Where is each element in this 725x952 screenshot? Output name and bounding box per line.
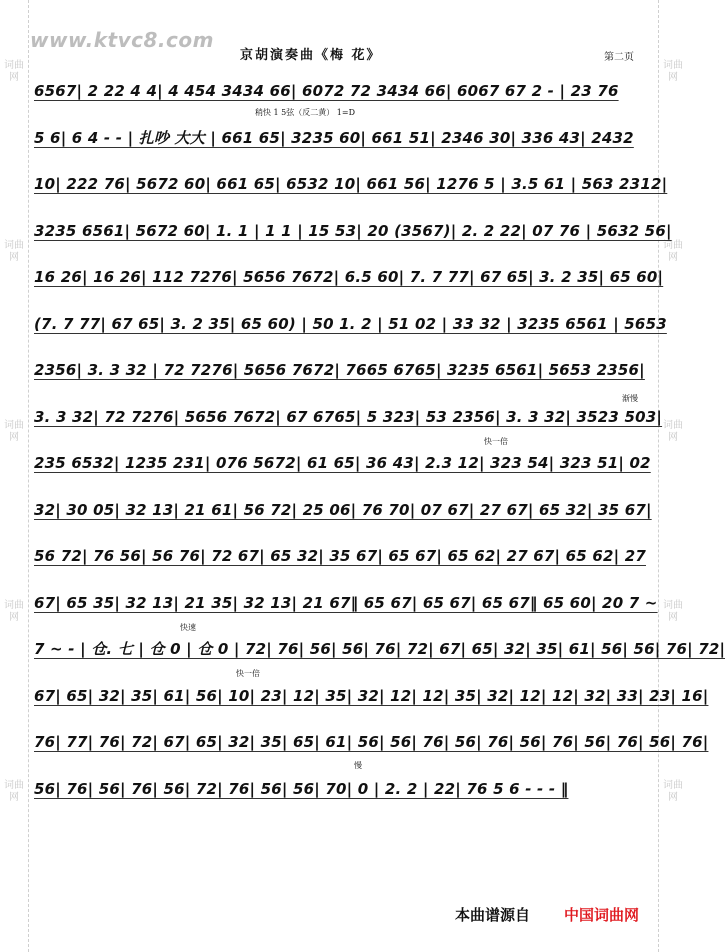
page-title: 京胡演奏曲《梅 花》 <box>240 48 382 63</box>
page-number: 第二页 <box>604 52 634 63</box>
side-watermark: 词曲网 <box>663 240 683 263</box>
score-line: 56| 76| 56| 76| 56| 72| 76| 56| 56| 70| 0 | 2. 2 | 22| 76 5 6 - - - ‖ <box>34 779 569 798</box>
score-line: 16 26| 16 26| 112 7276| 5656 7672| 6.5 60| 7. 7 77| 67 65| 3. 2 35| 65 60| <box>34 268 664 286</box>
score-line: 2356| 3. 3 32 | 72 7276| 5656 7672| 7665 6765| 3235 6561| 5653 2356| <box>34 361 645 379</box>
side-watermark: 词曲网 <box>663 780 683 803</box>
score-line: (7. 7 77| 67 65| 3. 2 35| 65 60) | 50 1. 2 | 51 02 | 33 32 | 3235 6561 | 5653 <box>34 314 667 333</box>
side-watermark: 词曲网 <box>4 420 24 443</box>
fast-marking: 快速 <box>180 623 196 632</box>
side-watermark: 词曲网 <box>663 60 683 83</box>
slow-gradually-marking: 渐慢 <box>622 394 638 403</box>
side-watermark: 词曲网 <box>663 600 683 623</box>
tempo-marking: 稍快 1 5弦（反二黄） 1=D <box>255 108 356 117</box>
score-line: 67| 65 35| 32 13| 21 35| 32 13| 21 67‖ 65 67| 65 67| 65 67‖ 65 60| 20 7 ~ <box>34 593 658 612</box>
score-line: 67| 65| 32| 35| 61| 56| 10| 23| 12| 35| 32| 12| 12| 35| 32| 12| 12| 32| 33| 23| 16| <box>34 686 709 705</box>
faster-marking: 快一倍 <box>484 437 508 446</box>
score-line: 6567| 2 22 4 4| 4 454 3434 66| 6072 72 3434 66| 6067 67 2 - | 23 76 <box>34 82 619 100</box>
score-line: 5 6| 6 4 - - | 扎吵 大大 | 661 65| 3235 60| 661 51| 2346 30| 336 43| 2432 <box>34 128 634 147</box>
score-line: 10| 222 76| 5672 60| 661 65| 6532 10| 661 56| 1276 5 | 3.5 61 | 563 2312| <box>34 175 668 193</box>
site-watermark: www.ktvc8.com <box>30 28 214 52</box>
side-watermark: 词曲网 <box>4 780 24 803</box>
score-line: 235 6532| 1235 231| 076 5672| 61 65| 36 43| 2.3 12| 323 54| 323 51| 02 <box>34 454 651 472</box>
score-line: 3. 3 32| 72 7276| 5656 7672| 67 6765| 5 323| 53 2356| 3. 3 32| 3523 503| <box>34 407 663 426</box>
side-watermark: 词曲网 <box>4 60 24 83</box>
right-margin-watermark <box>658 0 687 952</box>
score-line: 3235 6561| 5672 60| 1. 1 | 1 1 | 15 53| 20 (3567)| 2. 2 22| 07 76 | 5632 56| <box>34 221 672 240</box>
score-line: 7 ~ - | 仓. 七 | 仓 0 | 仓 0 | 72| 76| 56| 56| 76| 72| 67| 65| 32| 35| 61| 56| 56| 76| 72| <box>34 640 725 658</box>
faster-marking: 快一倍 <box>236 669 260 678</box>
side-watermark: 词曲网 <box>4 600 24 623</box>
side-watermark: 词曲网 <box>4 240 24 263</box>
left-margin-watermark <box>0 0 29 952</box>
score-line: 56 72| 76 56| 56 76| 72 67| 65 32| 35 67| 65 67| 65 62| 27 67| 65 62| 27 <box>34 547 646 565</box>
slow-marking: 慢 <box>354 761 362 770</box>
side-watermark: 词曲网 <box>663 420 683 443</box>
source-site-link[interactable]: 中国词曲网 <box>564 906 640 924</box>
source-label: 本曲谱源自 <box>455 906 531 924</box>
score-line: 76| 77| 76| 72| 67| 65| 32| 35| 65| 61| 56| 56| 76| 56| 76| 56| 76| 56| 76| 56| 76| <box>34 733 709 751</box>
score-line: 32| 30 05| 32 13| 21 61| 56 72| 25 06| 76 70| 07 67| 27 67| 65 32| 35 67| <box>34 500 652 519</box>
